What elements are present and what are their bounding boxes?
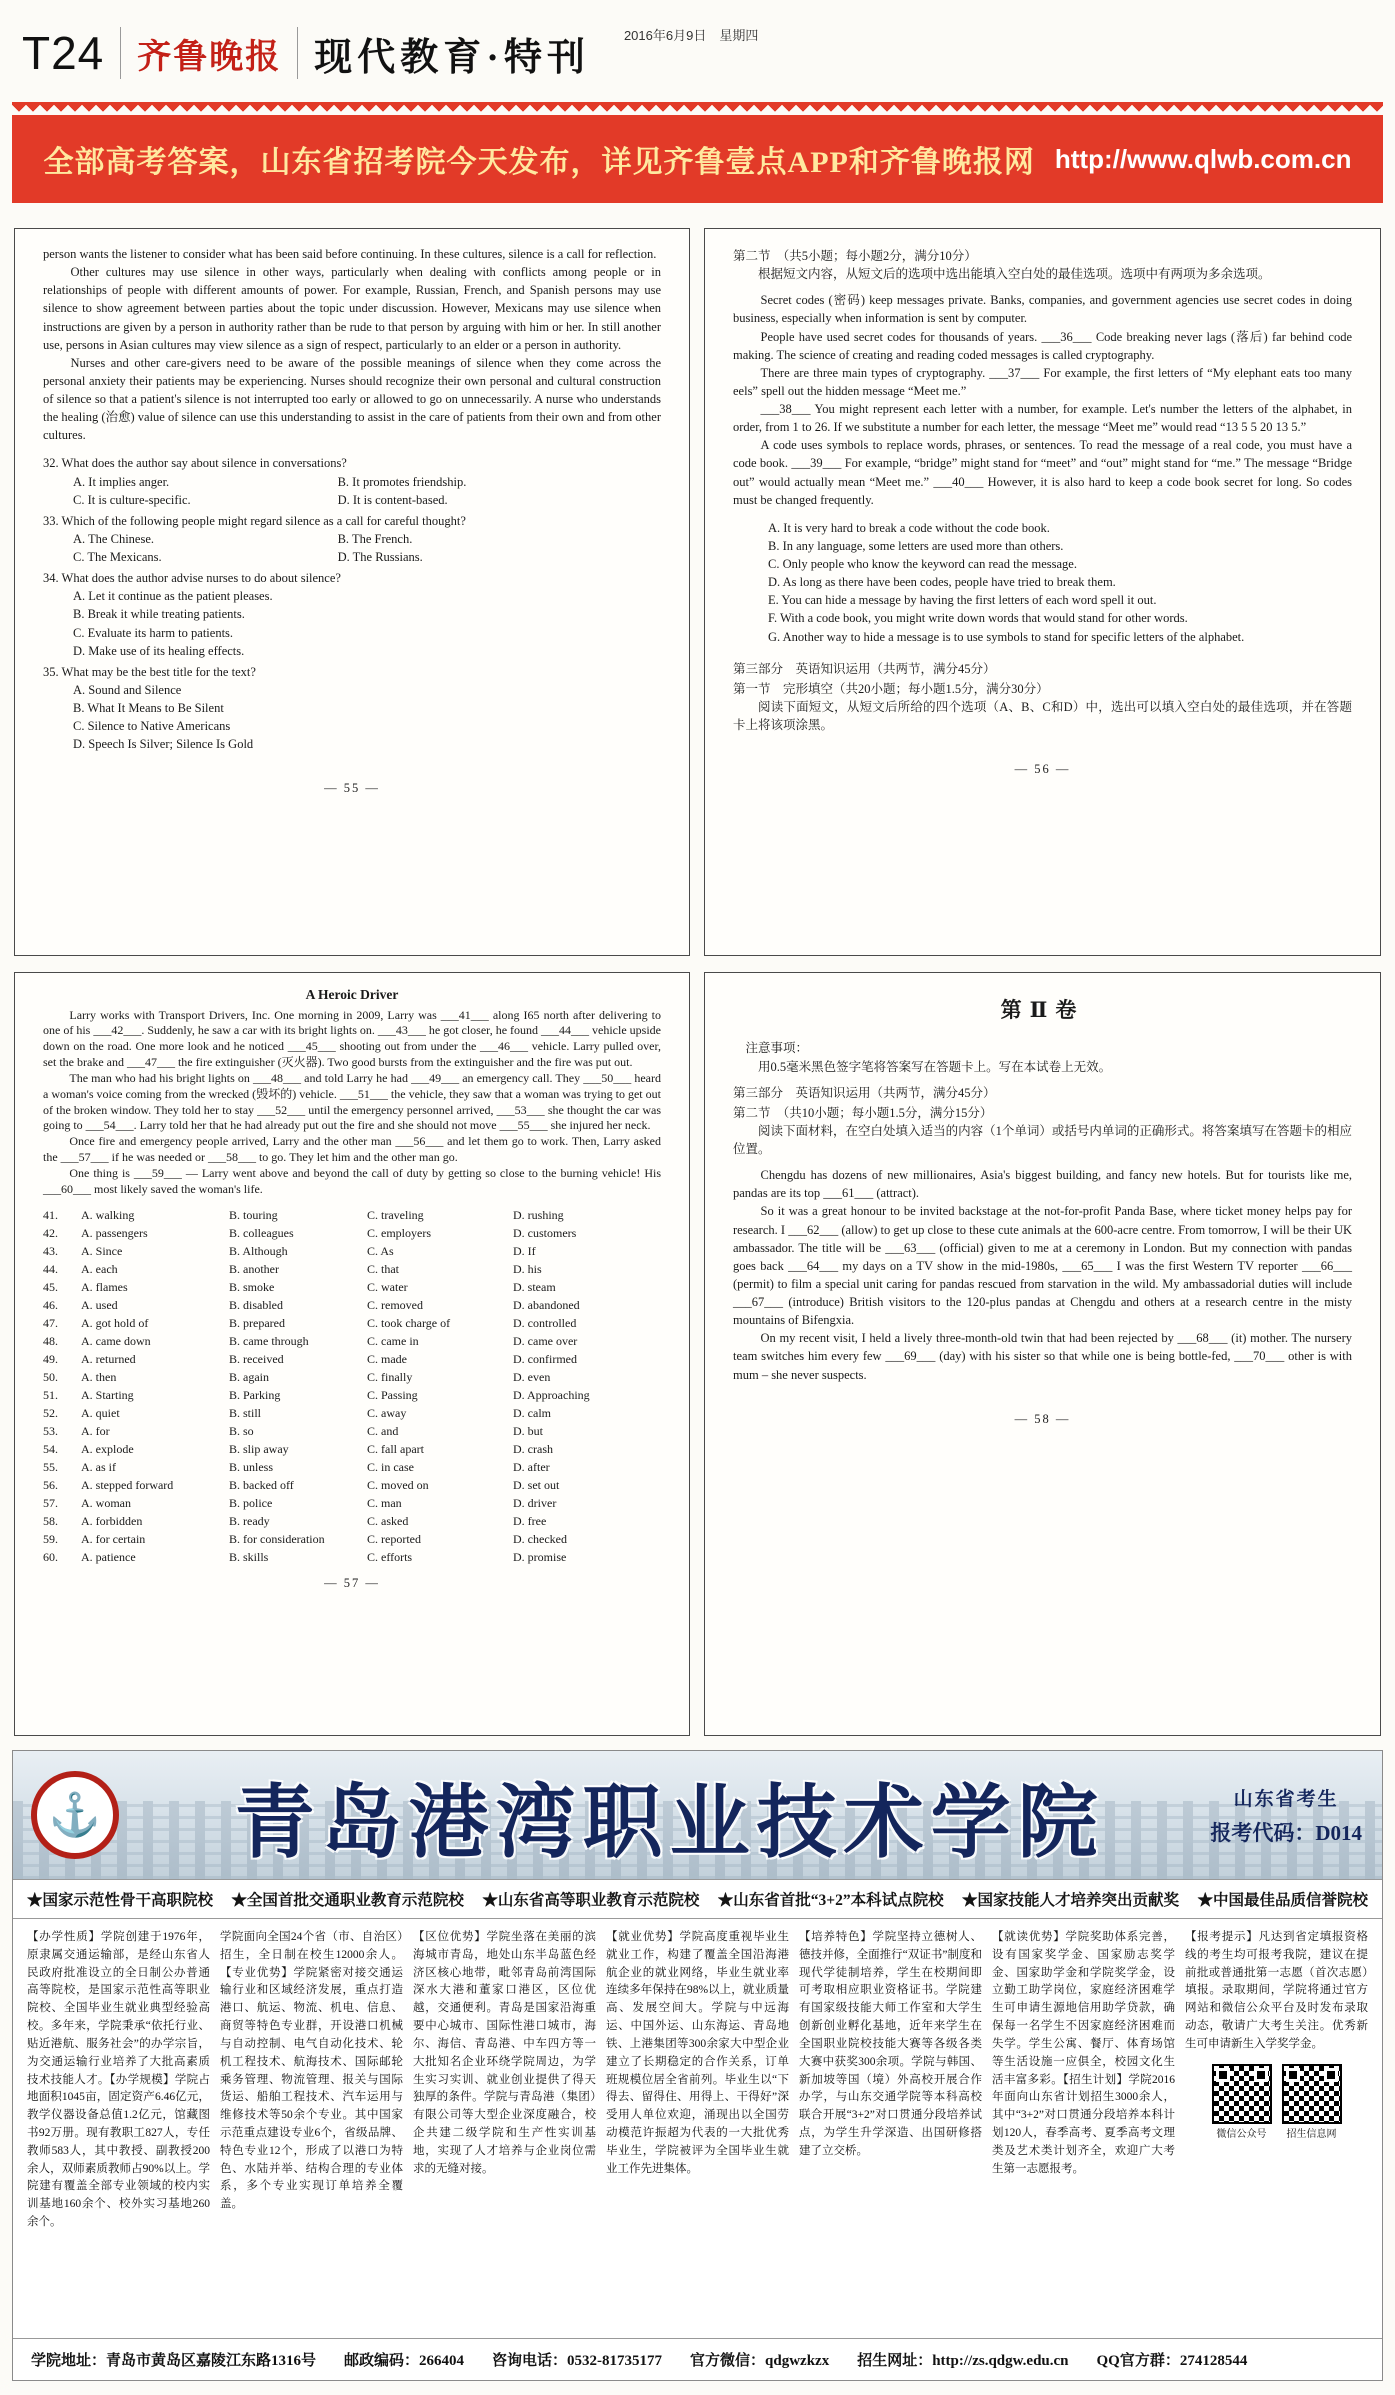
question-33 [43,512,661,566]
option-d: D. even [513,1369,551,1384]
option-c: C. Passing [367,1387,418,1402]
item-number: 51. [43,1387,58,1402]
honor-list [13,1879,1382,1919]
qr-caption: 招生信息网 [1286,2128,1337,2140]
advert-column-last [1185,1929,1368,2332]
option-b: B. again [229,1369,269,1384]
option-b: B. ready [229,1513,270,1528]
option-d: D. crash [513,1441,553,1456]
option-a: A. each [81,1261,118,1276]
cloze-row [43,1530,661,1548]
option-b: B. for consideration [229,1531,325,1546]
option-c: C. man [367,1495,402,1510]
college-banner [13,1751,1382,1879]
part-three-heading [733,1084,1352,1159]
honor-item: ★全国首批交通职业教育示范院校 [231,1892,464,1909]
issue-date: 2016年6月9日 星期四 [623,28,759,43]
option-b: B. colleagues [229,1225,294,1240]
option: D. It is content-based. [337,492,448,507]
item-number: 52. [43,1405,58,1420]
advert-column: 学院面向全国24个省（市、自治区）招生，全日制在校生12000余人。【专业优势】学院紧密对接交通运输行业和区域经济发展，重点打造港口、航运、物流、机电、信息、商贸等特色专业群，开设港口机械与自动控制、电气自动化技术、轮机工程技术、航海技术、国际邮轮乘务管理、物流管理、报关与国际货运、船舶工程技术、汽车运用与维修技术等50余个专业。其中国家示范重点建设专业6个，省级品牌、特色专业12个，形成了以港口为特色、水陆并举、结构合理的专业体系，多个专业实现订单培养全覆盖。 [220,1931,403,2211]
option-c: C. traveling [367,1207,424,1222]
cloze-row [43,1476,661,1494]
cloze-row [43,1314,661,1332]
option-c: C. As [367,1243,394,1258]
option-d: D. Approaching [513,1387,590,1402]
cloze-row [43,1296,661,1314]
item-number: 57. [43,1495,58,1510]
cloze-row [43,1224,661,1242]
brand-logo: 齐鲁晚报 [137,38,282,76]
qr-item [1212,2064,1272,2143]
question-35 [43,663,661,754]
option-c: C. efforts [367,1549,413,1564]
passage-paragraph: So it was a great honour to be invited backstage at the not-for-profit Panda Base, where ticket money helps pay for research. I ___62___ (allow) to get up close to these cute animals at the 600-acre centre. From tomorrow, I will be their UK ambassador. The title will be ___63___ (official) given to me at a ceremony in London. But my connection with pandas goes back ___64___ my days on a TV show in the mid-1980s, ___65___ I was the first Western TV reporter ___66___ (permit) to film a special unit caring for pandas rescued from starvation in the wild. My ambassadorial duties will include ___67___ (introduce) British visitors to the 120-plus pandas at Chengdu and others at a research centre in the misty mountains of Bifengxia. [733,1204,1352,1328]
section-heading: 第二节 （共10小题；每小题1.5分，满分15分） [733,1105,993,1120]
exam-page-58 [704,972,1381,1736]
option-d: D. free [513,1513,547,1528]
option-d: D. but [513,1423,543,1438]
passage-paragraph: One thing is ___59___ — Larry went above and beyond the call of duty by getting so close to the burning vehicle! His ___60___ most likely saved the woman's life. [43,1165,661,1196]
passage-paragraph: There are three main types of cryptography. ___37___ For example, the first letters of “My elephant eats too many eels” spell out the hidden message “Meet me.” [733,365,1352,398]
college-name: 青岛港湾职业技术学院 [234,1779,1105,1868]
region-label: 山东省考生 [1233,1788,1339,1810]
item-number: 58. [43,1513,58,1528]
honor-item: ★中国最佳品质信誉院校 [1197,1892,1368,1909]
cloze-passage [43,1008,661,1198]
option-a: A. then [81,1369,117,1384]
option-b: B. slip away [229,1441,289,1456]
option-d: D. his [513,1261,542,1276]
passage-paragraph: ___38___ You might represent each letter with a number, for example. Let's number the letters of the alphabet, in order, from 1 to 26. If we substitute a number for each letter, the message “Meet me” would read “13 5 5 20 13 5.” [733,402,1352,435]
option: A. The Chinese. [73,531,155,546]
cloze-row [43,1278,661,1296]
headline-banner-body [12,115,1383,203]
option-b: B. skills [229,1549,269,1564]
question-stem: 33. Which of the following people might regard silence as a call for careful thought? [43,513,466,528]
website-qr-code [1282,2064,1342,2124]
option-c: C. removed [367,1297,423,1312]
item-number: 60. [43,1549,58,1564]
option-b: B. Although [229,1243,288,1258]
cloze-row [43,1494,661,1512]
cloze-row [43,1440,661,1458]
option-c: C. that [367,1261,399,1276]
notes-heading: 注意事项： [745,1041,809,1056]
item-number: 43. [43,1243,58,1258]
college-address: 学院地址：青岛市黄岛区嘉陵江东路1316号 [31,2353,317,2369]
option-row [43,530,661,548]
option: C. Evaluate its harm to patients. [73,625,234,640]
volume-title: 第Ⅱ卷 [1000,998,1085,1022]
option: B. What It Means to Be Silent [73,701,224,715]
option-b: B. another [229,1261,279,1276]
option-c: C. moved on [367,1477,429,1492]
gap-fill-passage [733,291,1352,509]
option-b: B. came through [229,1333,309,1348]
option-d: D. promise [513,1549,567,1564]
option: B. In any language, some letters are used more than others. [768,538,1064,553]
divider [297,27,298,79]
option: D. Make use of its healing effects. [73,643,245,658]
section-instruction: 阅读下面材料，在空白处填入适当的内容（1个单词）或括号内单词的正确形式。将答案填写在答题卡的相应位置。 [733,1123,1352,1157]
option-b: B. unless [229,1459,274,1474]
divider [120,27,121,79]
question-stem: 34. What does the author advise nurses to do about silence? [43,571,341,586]
honor-item: ★国家技能人才培养突出贡献奖 [962,1892,1180,1909]
cloze-row [43,1260,661,1278]
passage-paragraph: People have used secret codes for thousands of years. ___36___ Code breaking never lags (落后) far behind code making. The science of creating and reading coded messages is called cryptography. [733,329,1352,362]
page-number: — 56 — [1014,762,1071,777]
phone-number: 咨询电话：0532-81735177 [492,2353,663,2369]
item-number: 54. [43,1441,58,1456]
qr-item [1282,2064,1342,2143]
question-stem: 35. What may be the best title for the text? [43,664,256,679]
item-number: 41. [43,1207,58,1222]
cloze-passage-title: A Heroic Driver [305,987,399,1002]
options-a-to-g [733,519,1352,646]
item-number: 48. [43,1333,58,1348]
advert-footer [13,2338,1382,2380]
option-d: D. set out [513,1477,560,1492]
option-a: A. flames [81,1279,128,1294]
option-a: A. explode [81,1441,134,1456]
exam-page-56 [704,228,1381,956]
passage-paragraph: Nurses and other care-givers need to be aware of the possible meanings of silence when they come across the personal anxiety their patients may be experiencing. Nurses should recognize their own personal and cultural construction of silence so that a patient's silence is not interrupted too early or allowed to go on unnecessarily. A nurse who understands the healing (治愈) value of silence can use this understanding to assist in the care of patients from their own and from other cultures. [43,355,661,443]
item-number: 59. [43,1531,58,1546]
option-pairs [43,530,661,566]
college-advertisement [12,1750,1383,2381]
cloze-row [43,1332,661,1350]
honor-item: ★山东省首批“3+2”本科试点院校 [717,1892,944,1909]
option-d: D. confirmed [513,1351,577,1366]
option-b: B. backed off [229,1477,294,1492]
question-32 [43,454,661,508]
notes-text: 用0.5毫米黑色签字笔将答案写在答题卡上。写在本试卷上无效。 [758,1059,1112,1074]
option-b: B. police [229,1495,273,1510]
item-number: 42. [43,1225,58,1240]
qr-caption: 微信公众号 [1216,2128,1267,2140]
item-number: 49. [43,1351,58,1366]
option-c: C. asked [367,1513,409,1528]
option-b: B. Parking [229,1387,281,1402]
passage-paragraph: A code uses symbols to replace words, phrases, or sentences. To read the message of a real code, you must have a code book. ___39___ For example, “bridge” might stand for “meet” and “out” might stand for “me.” The message “Bridge out” would actually mean “Meet me.” ___40___ However, it is also hard to keep a code book secret for long. So codes must be changed frequently. [733,438,1352,507]
option: B. It promotes friendship. [337,474,467,489]
headline-url: http://www.qlwb.com.cn [1054,143,1352,174]
headline-banner [12,102,1383,203]
anchor-icon: ⚓ [48,1792,102,1839]
option-c: C. took charge of [367,1315,451,1330]
honor-item: ★国家示范性骨干高职院校 [27,1892,214,1909]
option-c: C. finally [367,1369,413,1384]
option-d: D. steam [513,1279,556,1294]
option-a: A. Starting [81,1387,134,1402]
option-c: C. water [367,1279,408,1294]
cloze-row [43,1548,661,1566]
option-c: C. came in [367,1333,419,1348]
cloze-row [43,1368,661,1386]
qr-codes [1185,2064,1368,2143]
questions-32-35 [43,454,661,753]
option-a: A. Since [81,1243,123,1258]
page-code: T24 [22,27,105,79]
option-c: C. and [367,1423,399,1438]
option-row [43,473,661,491]
cloze-row [43,1422,661,1440]
section-title: 现代教育·特刊 [314,36,590,79]
section-instruction: 阅读下面短文，从短文后所给的四个选项（A、B、C和D）中，选出可以填入空白处的最佳选项，并在答题卡上将该项涂黑。 [733,699,1352,732]
option-d: D. calm [513,1405,551,1420]
part-three-heading [733,660,1352,735]
item-number: 44. [43,1261,58,1276]
honor-item: ★山东省高等职业教育示范院校 [482,1892,700,1909]
cloze-row [43,1404,661,1422]
page-number: — 55 — [324,781,380,796]
passage-paragraph: person wants the listener to consider what has been said before continuing. In these cultures, silence is a call for reflection. [43,247,657,261]
option: C. Silence to Native Americans [73,719,231,734]
option-c: C. employers [367,1225,431,1240]
cloze-options-table [43,1206,661,1566]
option-d: D. rushing [513,1207,564,1222]
advert-column: 【区位优势】学院坐落在美丽的滨海城市青岛，地处山东半岛蓝色经济区核心地带，毗邻青岛前湾国际深水大港和董家口港区，区位优越，交通便利。青岛是国家沿海重要中心城市、国际性港口城市，海尔、海信、青岛港、中车四方等一大批知名企业环绕学院周边，为学生实习实训、就业创业提供了得天独厚的条件。学院与青岛港（集团）有限公司等大型企业深度融合，校企共建二级学院和生产性实训基地，实现了人才培养与企业岗位需求的无缝对接。 [413,1931,596,2175]
option-d: D. checked [513,1531,567,1546]
advert-column: 【办学性质】学院创建于1976年，原隶属交通运输部，是经山东省人民政府批准设立的全日制公办普通高等院校，是国家示范性高等职业院校、全国毕业生就业典型经验高校。多年来，学院秉承“依托行业、贴近港航、服务社会”的办学宗旨，为交通运输行业培养了大批高素质技术技能人才。【办学规模】学院占地面积1045亩，固定资产6.46亿元，教学仪器设备总值1.2亿元，馆藏图书92万册。现有教职工827人，专任教师583人，其中教授、副教授200余人，双师素质教师占90%以上。学院建有覆盖全部专业领域的校内实训基地160余个、校外实习基地260余个。 [27,1931,210,2228]
option: C. It is culture-specific. [73,492,191,507]
wechat-account: 官方微信：qdgwzkzx [690,2353,830,2369]
option-row [43,548,661,566]
option-d: D. after [513,1459,550,1474]
passage-paragraph: On my recent visit, I held a lively three-month-old twin that had been rejected by ___68___ (it) mother. The nursery team switches him every few ___69___ (day) with his sister so that while one is being bottle-fed, ___70___ other is with mum – she never suspects. [733,1331,1352,1382]
option-d: D. abandoned [513,1297,580,1312]
option-a: A. returned [81,1351,136,1366]
reading-passage [43,245,661,444]
passage-paragraph: Other cultures may use silence in other ways, particularly when dealing with conflicts among people or in relationships of people with different amounts of power. For example, Russian, French, and Spanish persons may use silence to show agreement between parties about the topic under discussion. However, Mexicans may use silence when instructions are given by a person in authority rather than be rude to that person by arguing with him or her. In still another use, persons in Asian cultures may view silence as a sign of respect, particularly to an elder or a person in authority. [43,265,661,352]
option: B. Break it while treating patients. [73,607,245,622]
option-d: D. driver [513,1495,557,1510]
item-number: 53. [43,1423,58,1438]
option-b: B. prepared [229,1315,285,1330]
option: A. Let it continue as the patient pleases. [73,589,273,604]
passage-paragraph: Larry works with Transport Drivers, Inc. One morning in 2009, Larry was ___41___ along I65 north after delivering to one of his ___42___. Suddenly, he saw a car with its bright lights on. ___43___ he got closer, he found ___44___ vehicle upside down on the road. One more look and he noticed ___45___ shooting out from under the ___46___ vehicle. Larry pulled over, set the brake and ___47___ the fire extinguisher (灭火器). Two good bursts from the extinguisher and the fire was put out. [43,1007,661,1070]
question-34 [43,569,661,660]
option-c: C. made [367,1351,407,1366]
option: A. It is very hard to break a code without the code book. [768,520,1050,535]
option: D. The Russians. [337,550,423,564]
option-d: D. came over [513,1333,578,1348]
cloze-row [43,1458,661,1476]
option: D. Speech Is Silver; Silence Is Gold [73,737,254,752]
option-a: A. used [81,1297,118,1312]
page-number: — 58 — [1014,1411,1071,1426]
option-a: A. stepped forward [81,1477,174,1492]
cloze-row [43,1350,661,1368]
cloze-row [43,1386,661,1404]
option-d: D. If [513,1243,536,1258]
section-heading: 第三部分 英语知识运用（共两节，满分45分） [733,1085,996,1100]
advert-column: 【就业优势】学院高度重视毕业生就业工作，构建了覆盖全国沿海港航企业的就业网络，毕业生就业率连续多年保持在98%以上，就业质量高、发展空间大。学院与中远海运、中国外运、山东海运、青岛地铁、上港集团等300余家大中型企业建立了长期稳定的合作关系，订单班规模位居全省前列。毕业生以“下得去、留得住、用得上、干得好”深受用人单位欢迎，涌现出以全国劳动模范许振超为代表的一大批优秀毕业生，学院被评为全国毕业生就业工作先进集体。 [606,1931,789,2175]
option-c: C. reported [367,1531,421,1546]
option: C. Only people who know the keyword can read the message. [768,557,1077,571]
option: C. The Mexicans. [73,550,162,564]
apply-code: 报考代码：D014 [1210,1820,1362,1845]
admission-website: 招生网址：http://zs.qdgw.edu.cn [857,2353,1069,2369]
advert-body [13,1919,1382,2338]
option-a: A. got hold of [81,1315,149,1330]
option-a: A. as if [81,1459,116,1474]
section-heading: 第一节 完形填空（共20小题；每小题1.5分，满分30分） [733,681,1049,696]
zigzag-edge [12,102,1383,115]
option: D. As long as there have been codes, people have tried to break them. [768,575,1116,590]
option-d: D. customers [513,1225,577,1240]
grammar-fill-passage [733,1166,1352,1384]
option-b: B. smoke [229,1279,275,1294]
option-b: B. touring [229,1207,278,1222]
option: A. Sound and Silence [73,682,182,697]
option: A. It implies anger. [73,474,170,489]
section-instruction: 根据短文内容，从短文后的选项中选出能填入空白处的最佳选项。选项中有两项为多余选项。 [758,267,1271,282]
option: E. You can hide a message by having the first letters of each word spell it out. [768,593,1157,608]
cloze-row [43,1206,661,1224]
advert-column: 【就读优势】学院奖助体系完善，设有国家奖学金、国家励志奖学金、国家助学金和学院奖学金，设立勤工助学岗位，家庭经济困难学生可申请生源地信用助学贷款，确保每一名学生不因家庭经济困难而失学。学生公寓、餐厅、体育场馆等生活设施一应俱全，校园文化生活丰富多彩。【招生计划】学院2016年面向山东省计划招生3000余人，其中“3+2”对口贯通分段培养本科计划120人，春季高考、夏季高考文理类及艺术类计划齐全，欢迎广大考生第一志愿报考。 [992,1931,1175,2175]
option-b: B. received [229,1351,284,1366]
college-emblem [31,1771,119,1859]
option: F. With a code book, you might write down words that would stand for other words. [768,611,1188,626]
item-number: 55. [43,1459,58,1474]
cloze-row [43,1242,661,1260]
advert-column-text: 【报考提示】凡达到省定填报资格线的考生均可报考我院，建议在提前批或普通批第一志愿（首次志愿）填报。录取期间，学院将通过官方网站和微信公众平台及时发布录取动态，敬请广大考生关注。优秀新生可申请新生入学奖学金。 [1185,1931,1368,2050]
option-b: B. so [229,1423,254,1438]
question-stem: 32. What does the author say about silence in conversations? [43,456,347,471]
section-heading: 第二节 （共5小题；每小题2分，满分10分） [733,249,977,263]
option-c: C. in case [367,1459,414,1474]
option-a: A. came down [81,1333,151,1348]
item-number: 47. [43,1315,58,1330]
wechat-qr-code [1212,2064,1272,2124]
option-a: A. for certain [81,1531,146,1546]
option-b: B. disabled [229,1297,283,1312]
item-number: 50. [43,1369,58,1384]
qq-group: QQ官方群：274128544 [1096,2353,1248,2369]
cloze-row [43,1512,661,1530]
headline-text: 全部高考答案，山东省招考院今天发布，详见齐鲁壹点APP和齐鲁晚报网 [43,146,1035,179]
item-number: 56. [43,1477,58,1492]
passage-paragraph: Chengdu has dozens of new millionaires, Asia's biggest building, and fancy new hotels. But for tourists like me, pandas are its top ___61___ (attract). [733,1168,1352,1201]
advert-column: 【培养特色】学院坚持立德树人、德技并修，全面推行“双证书”制度和现代学徒制培养，学生在校期间即可考取相应职业资格证书。学院建有国家级技能大师工作室和大学生创新创业孵化基地，近年来学生在全国职业院校技能大赛等各级各类大赛中获奖300余项。学院与韩国、新加坡等国（境）外高校开展合作办学，与山东交通学院等本科高校联合开展“3+2”对口贯通分段培养试点，为学生升学深造、出国研修搭建了立交桥。 [799,1931,982,2157]
postal-code: 邮政编码：266404 [344,2353,465,2369]
option-a: A. quiet [81,1405,120,1420]
option: B. The French. [337,531,413,546]
option-pairs [43,473,661,509]
option-a: A. walking [81,1207,135,1222]
exam-page-55 [14,228,690,956]
option-a: A. patience [81,1549,136,1564]
option-c: C. fall apart [367,1441,424,1456]
option-a: A. forbidden [81,1513,143,1528]
option-row [43,491,661,509]
exam-page-57 [14,972,690,1736]
option-a: A. woman [81,1495,131,1510]
apply-code-block [1210,1784,1362,1847]
item-number: 46. [43,1297,58,1312]
option-d: D. controlled [513,1315,577,1330]
passage-paragraph: Once fire and emergency people arrived, Larry and the other man ___56___ and let them go to work. Then, Larry asked the ___57___ if he was needed or ___58___ to go. They let him and the other man go. [43,1134,661,1165]
option-c: C. away [367,1405,407,1420]
passage-paragraph: Secret codes (密码) keep messages private. Banks, companies, and government agencies use secret codes in doing business, especially when information is sent by computer. [733,293,1352,326]
item-number: 45. [43,1279,58,1294]
option-a: A. passengers [81,1225,148,1240]
passage-paragraph: The man who had his bright lights on ___48___ and told Larry he had ___49___ an emergency call. They ___50___ heard a woman's voice coming from the wrecked (毁坏的) vehicle. ___51___ the vehicle, they saw that a woman was trying to get out of the broken window. They told her to stay ___52___ until the emergency personnel arrived, ___53___ she thought the car was going to ___54___. Larry told her that he had already put out the fire and she should not move ___55___ she injured her neck. [43,1070,661,1133]
option-list [43,587,661,660]
masthead [22,12,1373,94]
section-heading: 第三部分 英语知识运用（共两节，满分45分） [733,661,996,676]
option: G. Another way to hide a message is to use symbols to stand for specific letters of the alphabet. [768,629,1245,644]
option-list [43,681,661,754]
option-b: B. still [229,1405,262,1420]
option-a: A. for [81,1423,110,1438]
page-number: — 57 — [324,1575,380,1590]
